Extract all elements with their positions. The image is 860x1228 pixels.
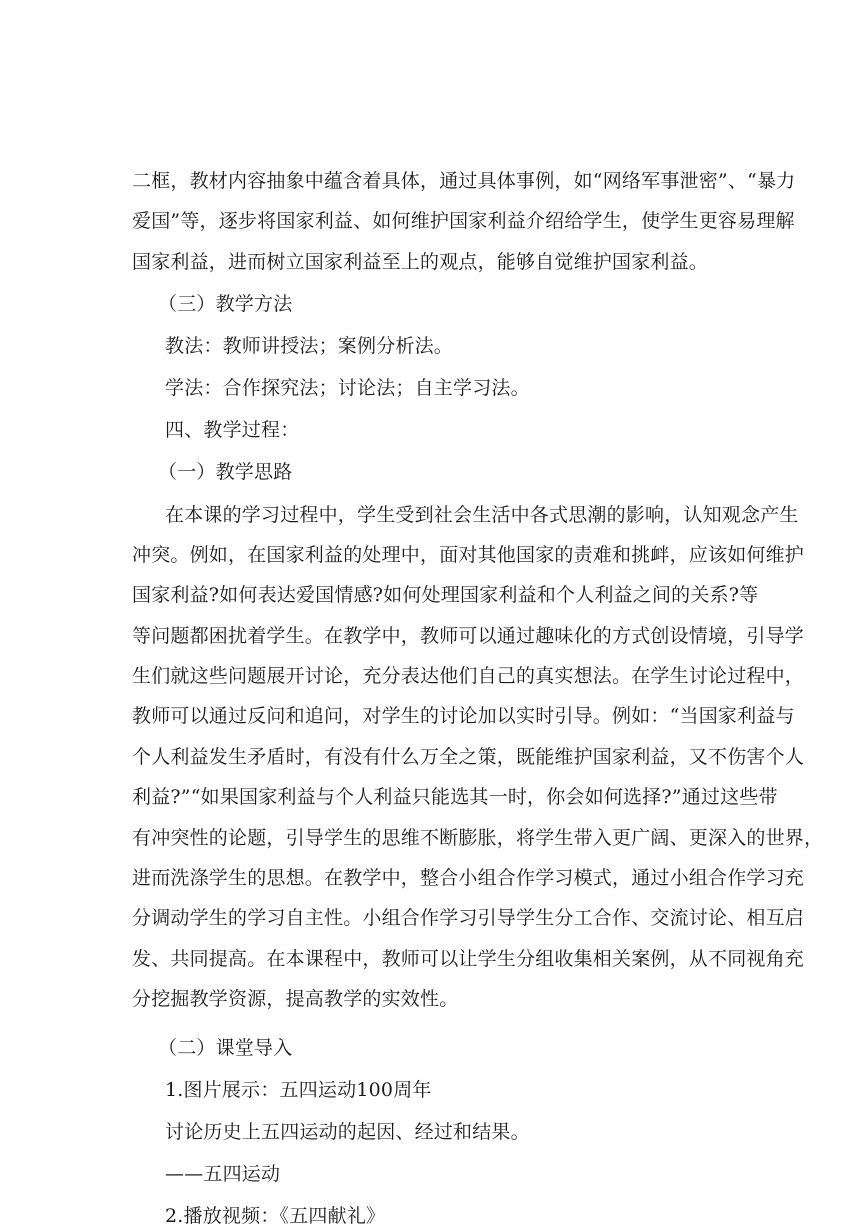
paragraph-line: 分挖掘教学资源，提高教学的实效性。 bbox=[132, 988, 459, 1010]
paragraph-line: 国家利益，进而树立国家利益至上的观点，能够自觉维护国家利益。 bbox=[132, 251, 709, 273]
heading-teaching-ideas: （一）教学思路 bbox=[158, 461, 293, 483]
paragraph-line: 爱国”等，逐步将国家利益、如何维护国家利益介绍给学生，使学生更容易理解 bbox=[132, 210, 795, 232]
discussion-text: 讨论历史上五四运动的起因、经过和结果。 bbox=[165, 1121, 530, 1143]
paragraph-line: 生们就这些问题展开讨论，充分表达他们自己的真实想法。在学生讨论过程中， bbox=[132, 665, 805, 687]
paragraph-line: 进而洗涤学生的思想。在教学中，整合小组合作学习模式，通过小组合作学习充 bbox=[132, 867, 805, 889]
section-four-heading: 四、教学过程： bbox=[165, 419, 300, 441]
paragraph-line: 利益?”“如果国家利益与个人利益只能选其一时，你会如何选择?”通过这些带 bbox=[132, 786, 778, 808]
paragraph-line: 发、共同提高。在本课程中，教师可以让学生分组收集相关案例，从不同视角充 bbox=[132, 948, 805, 970]
paragraph-line: 有冲突性的论题，引导学生的思维不断膨胀，将学生带入更广阔、更深入的世界， bbox=[132, 827, 824, 849]
paragraph-line: 教师可以通过反问和追问，对学生的讨论加以实时引导。例如：“当国家利益与 bbox=[132, 705, 795, 727]
paragraph-line: 冲突。例如，在国家利益的处理中，面对其他国家的责难和挑衅，应该如何维护 bbox=[132, 544, 805, 566]
paragraph-line: 个人利益发生矛盾时，有没有什么万全之策，既能维护国家利益，又不伤害个人 bbox=[132, 746, 805, 768]
paragraph-line: 在本课的学习过程中，学生受到社会生活中各式思潮的影响，认知观念产生 bbox=[165, 504, 799, 526]
paragraph-line: 二框，教材内容抽象中蕴含着具体，通过具体事例，如“网络军事泄密”、“暴力 bbox=[132, 170, 796, 192]
list-item-picture-display: 1.图片展示：五四运动100周年 bbox=[165, 1079, 432, 1101]
paragraph-line: 分调动学生的学习自主性。小组合作学习引导学生分工合作、交流讨论、相互启 bbox=[132, 907, 805, 929]
heading-class-intro: （二）课堂导入 bbox=[158, 1037, 293, 1059]
paragraph-line: 国家利益?如何表达爱国情感?如何处理国家利益和个人利益之间的关系?等 bbox=[132, 584, 759, 606]
teaching-method-text: 教法：教师讲授法；案例分析法。 bbox=[165, 335, 454, 357]
caption-may-fourth: ——五四运动 bbox=[165, 1163, 281, 1185]
paragraph-line: 等问题都困扰着学生。在教学中，教师可以通过趣味化的方式创设情境，引导学 bbox=[132, 625, 805, 647]
list-item-video: 2.播放视频：《五四献礼》 bbox=[165, 1205, 386, 1227]
learning-method-text: 学法：合作探究法；讨论法；自主学习法。 bbox=[165, 377, 530, 399]
heading-teaching-methods: （三）教学方法 bbox=[158, 293, 293, 315]
